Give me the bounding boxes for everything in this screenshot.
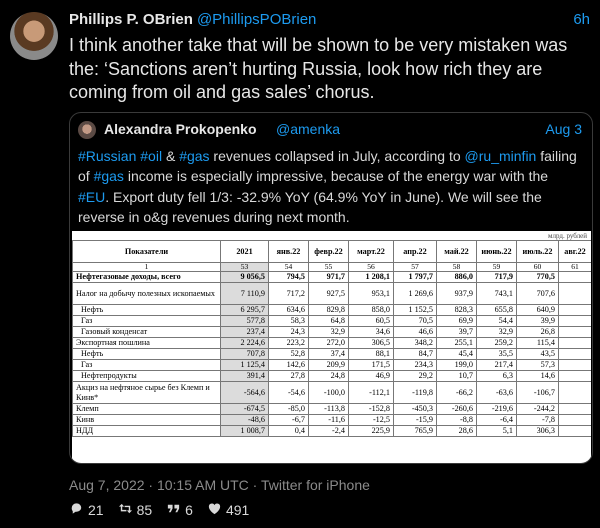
table-header-row [73, 241, 592, 263]
table-cell: 32,9 [477, 327, 517, 338]
table-cell [559, 316, 592, 327]
table-index-row [73, 263, 592, 272]
table-cell: 39,7 [437, 327, 477, 338]
table-cell: -260,6 [437, 404, 477, 415]
table-cell [559, 305, 592, 316]
table-cell: 27,8 [269, 371, 309, 382]
table-cell: 142,6 [269, 360, 309, 371]
table-cell: 171,5 [349, 360, 394, 371]
table-cell: 640,9 [517, 305, 559, 316]
table-cell: 28,6 [437, 426, 477, 437]
revenue-table [72, 240, 591, 437]
table-row [73, 272, 592, 283]
table-cell: 927,5 [309, 283, 349, 305]
table-cell: -7,8 [517, 415, 559, 426]
heart-icon [207, 501, 222, 519]
table-unit: млрд. рублей [548, 232, 587, 240]
hashtag-russian[interactable]: #Russian [78, 148, 137, 164]
table-cell: -85,0 [269, 404, 309, 415]
table-cell: 829,8 [309, 305, 349, 316]
table-row [73, 415, 592, 426]
table-cell: 237,4 [221, 327, 269, 338]
quote-age[interactable]: Aug 3 [545, 121, 582, 137]
table-row-label: Клемп [73, 404, 221, 415]
table-index-cell: 56 [349, 263, 394, 272]
retweet-button[interactable] [118, 501, 153, 519]
table-cell: 255,1 [437, 338, 477, 349]
quote-icon [166, 501, 181, 519]
table-cell: 707,6 [517, 283, 559, 305]
mention-ru-minfin[interactable]: @ru_minfin [464, 148, 537, 164]
table-row-label: Акциз на нефтяное сырье без Клемп и Кинв* [73, 382, 221, 404]
table-cell: 60,5 [349, 316, 394, 327]
table-cell: 828,3 [437, 305, 477, 316]
table-cell: 34,6 [349, 327, 394, 338]
table-cell: 69,9 [437, 316, 477, 327]
table-row [73, 283, 592, 305]
table-cell: -8,8 [437, 415, 477, 426]
table-row-label: Нефть [73, 349, 221, 360]
table-cell: 634,6 [269, 305, 309, 316]
quote-text-segment: . Export duty fell 1/3: -32.9% YoY (64.9% YoY in June). We will see the reverse in o&g revenues during next month. [78, 188, 542, 226]
hashtag-gas-2[interactable]: #gas [93, 168, 124, 185]
table-cell [559, 349, 592, 360]
table-row-label: Экспортная пошлина [73, 338, 221, 349]
table-row [73, 426, 592, 437]
table-index-cell: 53 [221, 263, 269, 272]
table-cell: 217,4 [477, 360, 517, 371]
table-index-cell: 1 [73, 263, 221, 272]
table-cell: 57,3 [517, 360, 559, 371]
table-row-label: Нефть [73, 305, 221, 316]
table-cell: 37,4 [309, 349, 349, 360]
table-cell: 32,9 [309, 327, 349, 338]
table-cell: 770,5 [517, 272, 559, 283]
table-cell: -11,6 [309, 415, 349, 426]
table-cell: -112,1 [349, 382, 394, 404]
quote-avatar[interactable] [78, 121, 96, 139]
table-cell: -106,7 [517, 382, 559, 404]
table-cell: 234,3 [394, 360, 437, 371]
table-cell: 259,2 [477, 338, 517, 349]
tweet-text: I think another take that will be shown to be very mistaken was the: ‘Sanctions aren’t hurting Russia, look how rich they are coming from oil and gas sales’ chorus. [69, 35, 568, 102]
like-button[interactable] [207, 501, 249, 519]
table-cell: 35,5 [477, 349, 517, 360]
table-cell: 886,0 [437, 272, 477, 283]
quote-media-table-image[interactable] [72, 231, 591, 463]
table-cell: 717,2 [269, 283, 309, 305]
table-cell: 1 008,7 [221, 426, 269, 437]
table-cell: 70,5 [394, 316, 437, 327]
table-cell: -152,8 [349, 404, 394, 415]
table-cell: -15,9 [394, 415, 437, 426]
table-cell: 937,9 [437, 283, 477, 305]
table-cell: 1 152,5 [394, 305, 437, 316]
table-cell: -63,6 [477, 382, 517, 404]
table-cell: -219,6 [477, 404, 517, 415]
hashtag-oil[interactable]: #oil [140, 148, 163, 164]
table-header-cell: июль.22 [517, 241, 559, 263]
table-row-label: Газ [73, 316, 221, 327]
table-cell: 577,8 [221, 316, 269, 327]
table-cell: 54,4 [477, 316, 517, 327]
table-cell: 306,5 [349, 338, 394, 349]
table-cell: 7 110,9 [221, 283, 269, 305]
table-cell: 953,1 [349, 283, 394, 305]
table-cell: -450,3 [394, 404, 437, 415]
table-cell: 743,1 [477, 283, 517, 305]
table-row [73, 404, 592, 415]
quote-text-segment: & [162, 148, 180, 164]
table-cell [559, 382, 592, 404]
table-cell [559, 338, 592, 349]
table-cell: 717,9 [477, 272, 517, 283]
table-cell: -54,6 [269, 382, 309, 404]
table-cell: -119,8 [394, 382, 437, 404]
retweet-icon [118, 501, 133, 519]
quote-button[interactable] [166, 501, 193, 519]
table-cell: 52,8 [269, 349, 309, 360]
table-row-label: Нефтепродукты [73, 371, 221, 382]
table-cell: 1 125,4 [221, 360, 269, 371]
table-cell: 0,4 [269, 426, 309, 437]
table-row [73, 371, 592, 382]
table-row-label: Нефтегазовые доходы, всего [73, 272, 221, 283]
table-cell: 199,0 [437, 360, 477, 371]
table-index-cell: 57 [394, 263, 437, 272]
table-index-cell: 55 [309, 263, 349, 272]
table-row [73, 305, 592, 316]
table-cell [559, 360, 592, 371]
table-cell: 6 295,7 [221, 305, 269, 316]
table-cell: 9 056,5 [221, 272, 269, 283]
table-index-cell: 54 [269, 263, 309, 272]
reply-button[interactable] [69, 501, 104, 519]
table-cell: 272,0 [309, 338, 349, 349]
table-cell: 24,8 [309, 371, 349, 382]
retweet-count: 85 [136, 502, 153, 518]
table-cell: 225,9 [349, 426, 394, 437]
table-cell: 39,9 [517, 316, 559, 327]
table-row [73, 338, 592, 349]
table-cell: 858,0 [349, 305, 394, 316]
table-cell: 14,6 [517, 371, 559, 382]
author-handle[interactable]: @PhillipsPOBrien [196, 11, 317, 28]
table-cell: 88,1 [349, 349, 394, 360]
table-cell: 765,9 [394, 426, 437, 437]
reply-count: 21 [88, 502, 104, 518]
table-cell: -6,4 [477, 415, 517, 426]
table-header-cell: Показатели [73, 241, 221, 263]
table-cell: 84,7 [394, 349, 437, 360]
author-avatar[interactable] [10, 12, 58, 60]
quote-text-segment: income is especially impressive, because of the energy war with the [123, 168, 549, 185]
table-cell [559, 327, 592, 338]
table-cell: 1 269,6 [394, 283, 437, 305]
author-name[interactable]: Phillips P. OBrien [69, 11, 193, 28]
table-cell: 5,1 [477, 426, 517, 437]
table-row-label: Кинв [73, 415, 221, 426]
table-header-cell: янв.22 [269, 241, 309, 263]
table-row [73, 382, 592, 404]
table-cell [559, 415, 592, 426]
table-cell: 1 208,1 [349, 272, 394, 283]
table-cell: 29,2 [394, 371, 437, 382]
table-header-cell: февр.22 [309, 241, 349, 263]
table-cell: 707,8 [221, 349, 269, 360]
table-cell: -244,2 [517, 404, 559, 415]
table-body [73, 263, 592, 437]
quote-count: 6 [185, 502, 193, 518]
table-cell: -113,8 [309, 404, 349, 415]
table-row [73, 349, 592, 360]
table-cell: 223,2 [269, 338, 309, 349]
table-cell: 43,5 [517, 349, 559, 360]
table-row-label: Налог на добычу полезных ископаемых [73, 283, 221, 305]
table-cell: -674,5 [221, 404, 269, 415]
like-count: 491 [225, 502, 250, 518]
table-cell: 64,8 [309, 316, 349, 327]
table-row-label: Газ [73, 360, 221, 371]
table-index-cell: 58 [437, 263, 477, 272]
table-cell [559, 272, 592, 283]
table-row-label: Газовый конденсат [73, 327, 221, 338]
quote-author-name[interactable]: Alexandra Prokopenko [104, 121, 257, 137]
table-cell: 58,3 [269, 316, 309, 327]
hashtag-eu[interactable]: #EU [78, 188, 106, 205]
action-bar [69, 501, 249, 519]
table-cell: 46,6 [394, 327, 437, 338]
table-cell: -564,6 [221, 382, 269, 404]
table-cell: 24,3 [269, 327, 309, 338]
table-cell: 794,5 [269, 272, 309, 283]
table-cell [559, 283, 592, 305]
quote-text-segment: revenues collapsed in July, according to [209, 148, 465, 164]
quote-text-segment: failing of [78, 148, 577, 185]
quote-author-handle[interactable]: @amenka [276, 121, 341, 137]
table-index-cell: 59 [477, 263, 517, 272]
table-header-cell: апр.22 [394, 241, 437, 263]
table-cell: 115,4 [517, 338, 559, 349]
table-cell [559, 404, 592, 415]
table-row [73, 327, 592, 338]
table-cell: 306,3 [517, 426, 559, 437]
hashtag-gas[interactable]: #gas [179, 148, 210, 164]
table-cell: 1 797,7 [394, 272, 437, 283]
table-cell: 2 224,6 [221, 338, 269, 349]
table-cell: -2,4 [309, 426, 349, 437]
table-cell: 655,8 [477, 305, 517, 316]
table-cell: -48,6 [221, 415, 269, 426]
table-cell: -12,5 [349, 415, 394, 426]
table-cell: -66,2 [437, 382, 477, 404]
reply-icon [69, 501, 84, 519]
quote-text [78, 146, 583, 228]
tweet-age[interactable]: 6h [573, 11, 590, 28]
table-row [73, 360, 592, 371]
table-index-cell: 60 [517, 263, 559, 272]
table-cell: 348,2 [394, 338, 437, 349]
table-header-cell: авг.22 [559, 241, 592, 263]
table-header-cell: 2021 [221, 241, 269, 263]
table-cell: 6,3 [477, 371, 517, 382]
table-cell: 209,9 [309, 360, 349, 371]
quote-header [78, 121, 582, 139]
table-cell [559, 426, 592, 437]
table-cell: 391,4 [221, 371, 269, 382]
table-cell: 26,8 [517, 327, 559, 338]
table-cell: 46,9 [349, 371, 394, 382]
table-cell: 10,7 [437, 371, 477, 382]
tweet-timestamp[interactable]: Aug 7, 2022 · 10:15 AM UTC · Twitter for iPhone [69, 477, 370, 493]
table-cell: -100,0 [309, 382, 349, 404]
table-row-label: НДД [73, 426, 221, 437]
table-row [73, 316, 592, 327]
table-header-cell: июнь.22 [477, 241, 517, 263]
table-header-cell: март.22 [349, 241, 394, 263]
tweet-header [69, 11, 590, 31]
quoted-tweet[interactable] [69, 112, 593, 464]
table-cell: 45,4 [437, 349, 477, 360]
table-header-cell: май.22 [437, 241, 477, 263]
table-cell: -6,7 [269, 415, 309, 426]
table-cell [559, 371, 592, 382]
table-index-cell: 61 [559, 263, 592, 272]
table-cell: 971,7 [309, 272, 349, 283]
